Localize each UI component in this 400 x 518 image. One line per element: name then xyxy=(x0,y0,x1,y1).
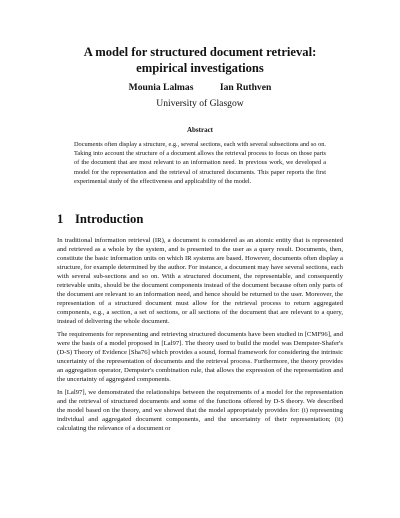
abstract-heading: Abstract xyxy=(186,126,214,134)
abstract-text: Documents often display a structure, e.g., several sections, each with several subsections and so on. Taking into account the structure of a document allows the retrieval process to focus on those parts of the document that are most relevant to an information need. In previous work, we developed a model for the representation and the retrieval of structured documents. This paper reports the first experimental study of the effectiveness and applicability of the model. xyxy=(74,141,326,185)
affiliation: University of Glasgow xyxy=(156,98,244,109)
body-paragraph: In [Lal97], we demonstrated the relationships between the requirements of a model for the representation and the retrieval of structured documents and some of the functions offered by D-S theory. We described the model based on the theory, and we showed that the model appropriately provides for: (i) representing individual and aggregated document components, and the uncertainty of their representation; (ii) calculating the relevance of a document or xyxy=(57,389,343,432)
section-heading xyxy=(57,211,143,227)
section-body xyxy=(57,236,343,437)
author-list xyxy=(0,82,400,94)
body-paragraph: In traditional information retrieval (IR), a document is considered as an atomic entity that is represented and retrieved as a whole by the system, and is presented to the user as a query result. Documents, then, constitute the basic information units on which IR systems are based. However, documents often display a structure, for example determined by the author. For instance, a document may have several sections, each with several sub-sections and so on. With a structured document, the representable, and consequently retrievable units, should be the document components instead of the document because often only parts of the document are relevant to an information need, and hence should be returned to the user. Moreover, the representation of a structured document must allow for the retrieval process to return aggregated components, e.g., a section, a set of sections, or all sections of the document that are relevant to a query, instead of delivering the whole document. xyxy=(57,237,343,325)
section-title: Introduction xyxy=(75,212,144,226)
title-line-1: A model for structured document retrieval: xyxy=(83,45,317,59)
section-number: 1 xyxy=(57,212,64,226)
body-paragraph: The requirements for representing and retrieving structured documents have been studied in [CMF96], and were the basis of a model proposed in [Lal97]. The theory used to build the model was Dempster-Shafer's (D-S) Theory of Evidence [Sha76] which provides a sound, formal framework for considering the intrinsic uncertainty of the representation of documents and the retrieval process. Furthermore, the theory provides an aggregation operator, Dempster's combination rule, that allows the expression of the representation and the uncertainty of aggregated components. xyxy=(57,331,343,383)
author-name: Mounia Lalmas xyxy=(128,82,194,93)
title-line-2: empirical investigations xyxy=(136,61,264,75)
paper-title xyxy=(40,44,360,76)
author-name: Ian Ruthven xyxy=(219,82,272,93)
